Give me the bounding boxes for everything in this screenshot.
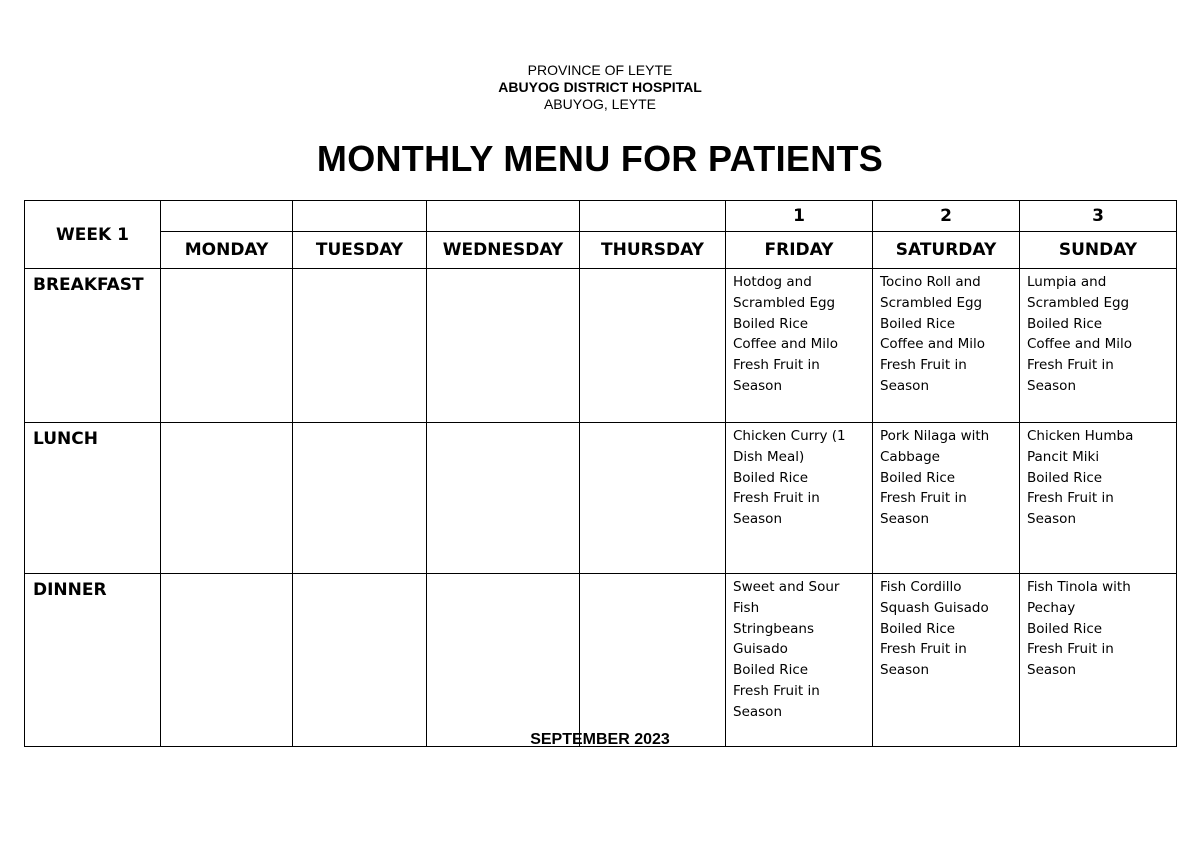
menu-item: Season [1027, 662, 1076, 679]
meal-label-lunch: LUNCH [25, 423, 161, 574]
day-name-wednesday: WEDNESDAY [427, 232, 580, 269]
menu-item: Boiled Rice [733, 469, 809, 486]
meal-label-dinner: DINNER [25, 574, 161, 747]
menu-table [24, 200, 1177, 747]
menu-item: Scrambled Egg [880, 294, 983, 311]
meal-cell-dinner-sunday [1020, 574, 1177, 747]
menu-item: Boiled Rice [880, 469, 956, 486]
menu-item: Season [1027, 377, 1076, 394]
day-number-saturday: 2 [873, 201, 1020, 232]
menu-item: Guisado [733, 641, 788, 658]
page-title: MONTHLY MENU FOR PATIENTS [316, 138, 884, 179]
day-name-sunday: SUNDAY [1020, 232, 1177, 269]
meal-cell-lunch-sunday [1020, 423, 1177, 574]
location-line: ABUYOG, LEYTE [543, 96, 657, 112]
menu-item: Chicken Humba [1027, 428, 1134, 444]
menu-item: Season [880, 511, 929, 528]
menu-item: Scrambled Egg [1027, 294, 1130, 311]
menu-item: Fresh Fruit in [880, 641, 967, 658]
menu-item: Pork Nilaga with [880, 428, 990, 444]
menu-item: Season [880, 662, 929, 679]
menu-item: Fish Tinola with [1027, 579, 1131, 595]
day-number-thursday [580, 201, 726, 232]
day-name-thursday: THURSDAY [580, 232, 726, 269]
meal-cell-lunch-wednesday [427, 423, 580, 574]
menu-item: Boiled Rice [1027, 620, 1103, 637]
meal-cell-breakfast-wednesday [427, 269, 580, 423]
meal-cell-lunch-friday [726, 423, 873, 574]
menu-item: Fish Cordillo [880, 579, 962, 595]
meal-cell-breakfast-friday [726, 269, 873, 423]
day-number-row [25, 201, 1177, 232]
menu-item: Season [733, 511, 782, 528]
meal-row-breakfast [25, 269, 1177, 423]
menu-item: Fresh Fruit in [1027, 490, 1114, 507]
menu-period: SEPTEMBER 2023 [530, 731, 670, 748]
day-number-monday [161, 201, 293, 232]
meal-cell-breakfast-thursday [580, 269, 726, 423]
meal-cell-breakfast-sunday [1020, 269, 1177, 423]
menu-item: Season [880, 377, 929, 394]
day-number-wednesday [427, 201, 580, 232]
meal-cell-dinner-tuesday [293, 574, 427, 747]
day-name-saturday: SATURDAY [873, 232, 1020, 269]
week-label: WEEK 1 [25, 201, 161, 269]
menu-item: Fresh Fruit in [733, 682, 820, 699]
day-name-monday: MONDAY [161, 232, 293, 269]
menu-item: Season [1027, 511, 1076, 528]
meal-label-breakfast: BREAKFAST [25, 269, 161, 423]
meal-cell-breakfast-monday [161, 269, 293, 423]
menu-item: Scrambled Egg [733, 294, 836, 311]
menu-item: Boiled Rice [733, 315, 809, 332]
menu-item: Cabbage [880, 448, 940, 465]
document-header [0, 62, 1200, 113]
meal-cell-breakfast-saturday [873, 269, 1020, 423]
meal-cell-lunch-thursday [580, 423, 726, 574]
menu-item: Sweet and Sour [733, 579, 840, 595]
menu-item: Fresh Fruit in [733, 357, 820, 374]
menu-item: Fresh Fruit in [1027, 357, 1114, 374]
menu-item: Squash Guisado [880, 599, 989, 616]
menu-item: Fish [733, 599, 760, 616]
menu-item: Season [733, 703, 782, 720]
meal-cell-breakfast-tuesday [293, 269, 427, 423]
menu-item: Coffee and Milo [880, 336, 985, 353]
menu-item: Boiled Rice [880, 315, 956, 332]
menu-item: Boiled Rice [1027, 469, 1103, 486]
menu-item: Fresh Fruit in [733, 490, 820, 507]
menu-item: Fresh Fruit in [1027, 641, 1114, 658]
meal-cell-dinner-monday [161, 574, 293, 747]
province-line: PROVINCE OF LEYTE [527, 62, 673, 78]
meal-row-dinner [25, 574, 1177, 747]
menu-item: Stringbeans [733, 620, 815, 637]
day-number-friday: 1 [726, 201, 873, 232]
menu-item: Pechay [1027, 599, 1076, 616]
menu-item: Hotdog and [733, 274, 812, 290]
menu-item: Boiled Rice [1027, 315, 1103, 332]
day-name-row [25, 232, 1177, 269]
meal-cell-lunch-monday [161, 423, 293, 574]
menu-item: Lumpia and [1027, 274, 1107, 290]
day-name-friday: FRIDAY [726, 232, 873, 269]
meal-row-lunch [25, 423, 1177, 574]
menu-item: Dish Meal) [733, 448, 805, 465]
menu-item: Season [733, 377, 782, 394]
menu-item: Fresh Fruit in [880, 357, 967, 374]
meal-cell-lunch-saturday [873, 423, 1020, 574]
menu-item: Tocino Roll and [880, 274, 981, 290]
day-name-tuesday: TUESDAY [293, 232, 427, 269]
menu-item: Fresh Fruit in [880, 490, 967, 507]
hospital-name: ABUYOG DISTRICT HOSPITAL [498, 79, 702, 95]
meal-cell-dinner-wednesday [427, 574, 580, 747]
menu-item: Pancit Miki [1027, 448, 1100, 465]
menu-item: Boiled Rice [733, 662, 809, 679]
meal-cell-dinner-saturday [873, 574, 1020, 747]
day-number-sunday: 3 [1020, 201, 1177, 232]
meal-cell-lunch-tuesday [293, 423, 427, 574]
menu-item: Coffee and Milo [733, 336, 838, 353]
menu-item: Coffee and Milo [1027, 336, 1132, 353]
menu-item: Chicken Curry (1 [733, 428, 846, 444]
meal-cell-dinner-friday [726, 574, 873, 747]
menu-item: Boiled Rice [880, 620, 956, 637]
meal-cell-dinner-thursday [580, 574, 726, 747]
day-number-tuesday [293, 201, 427, 232]
